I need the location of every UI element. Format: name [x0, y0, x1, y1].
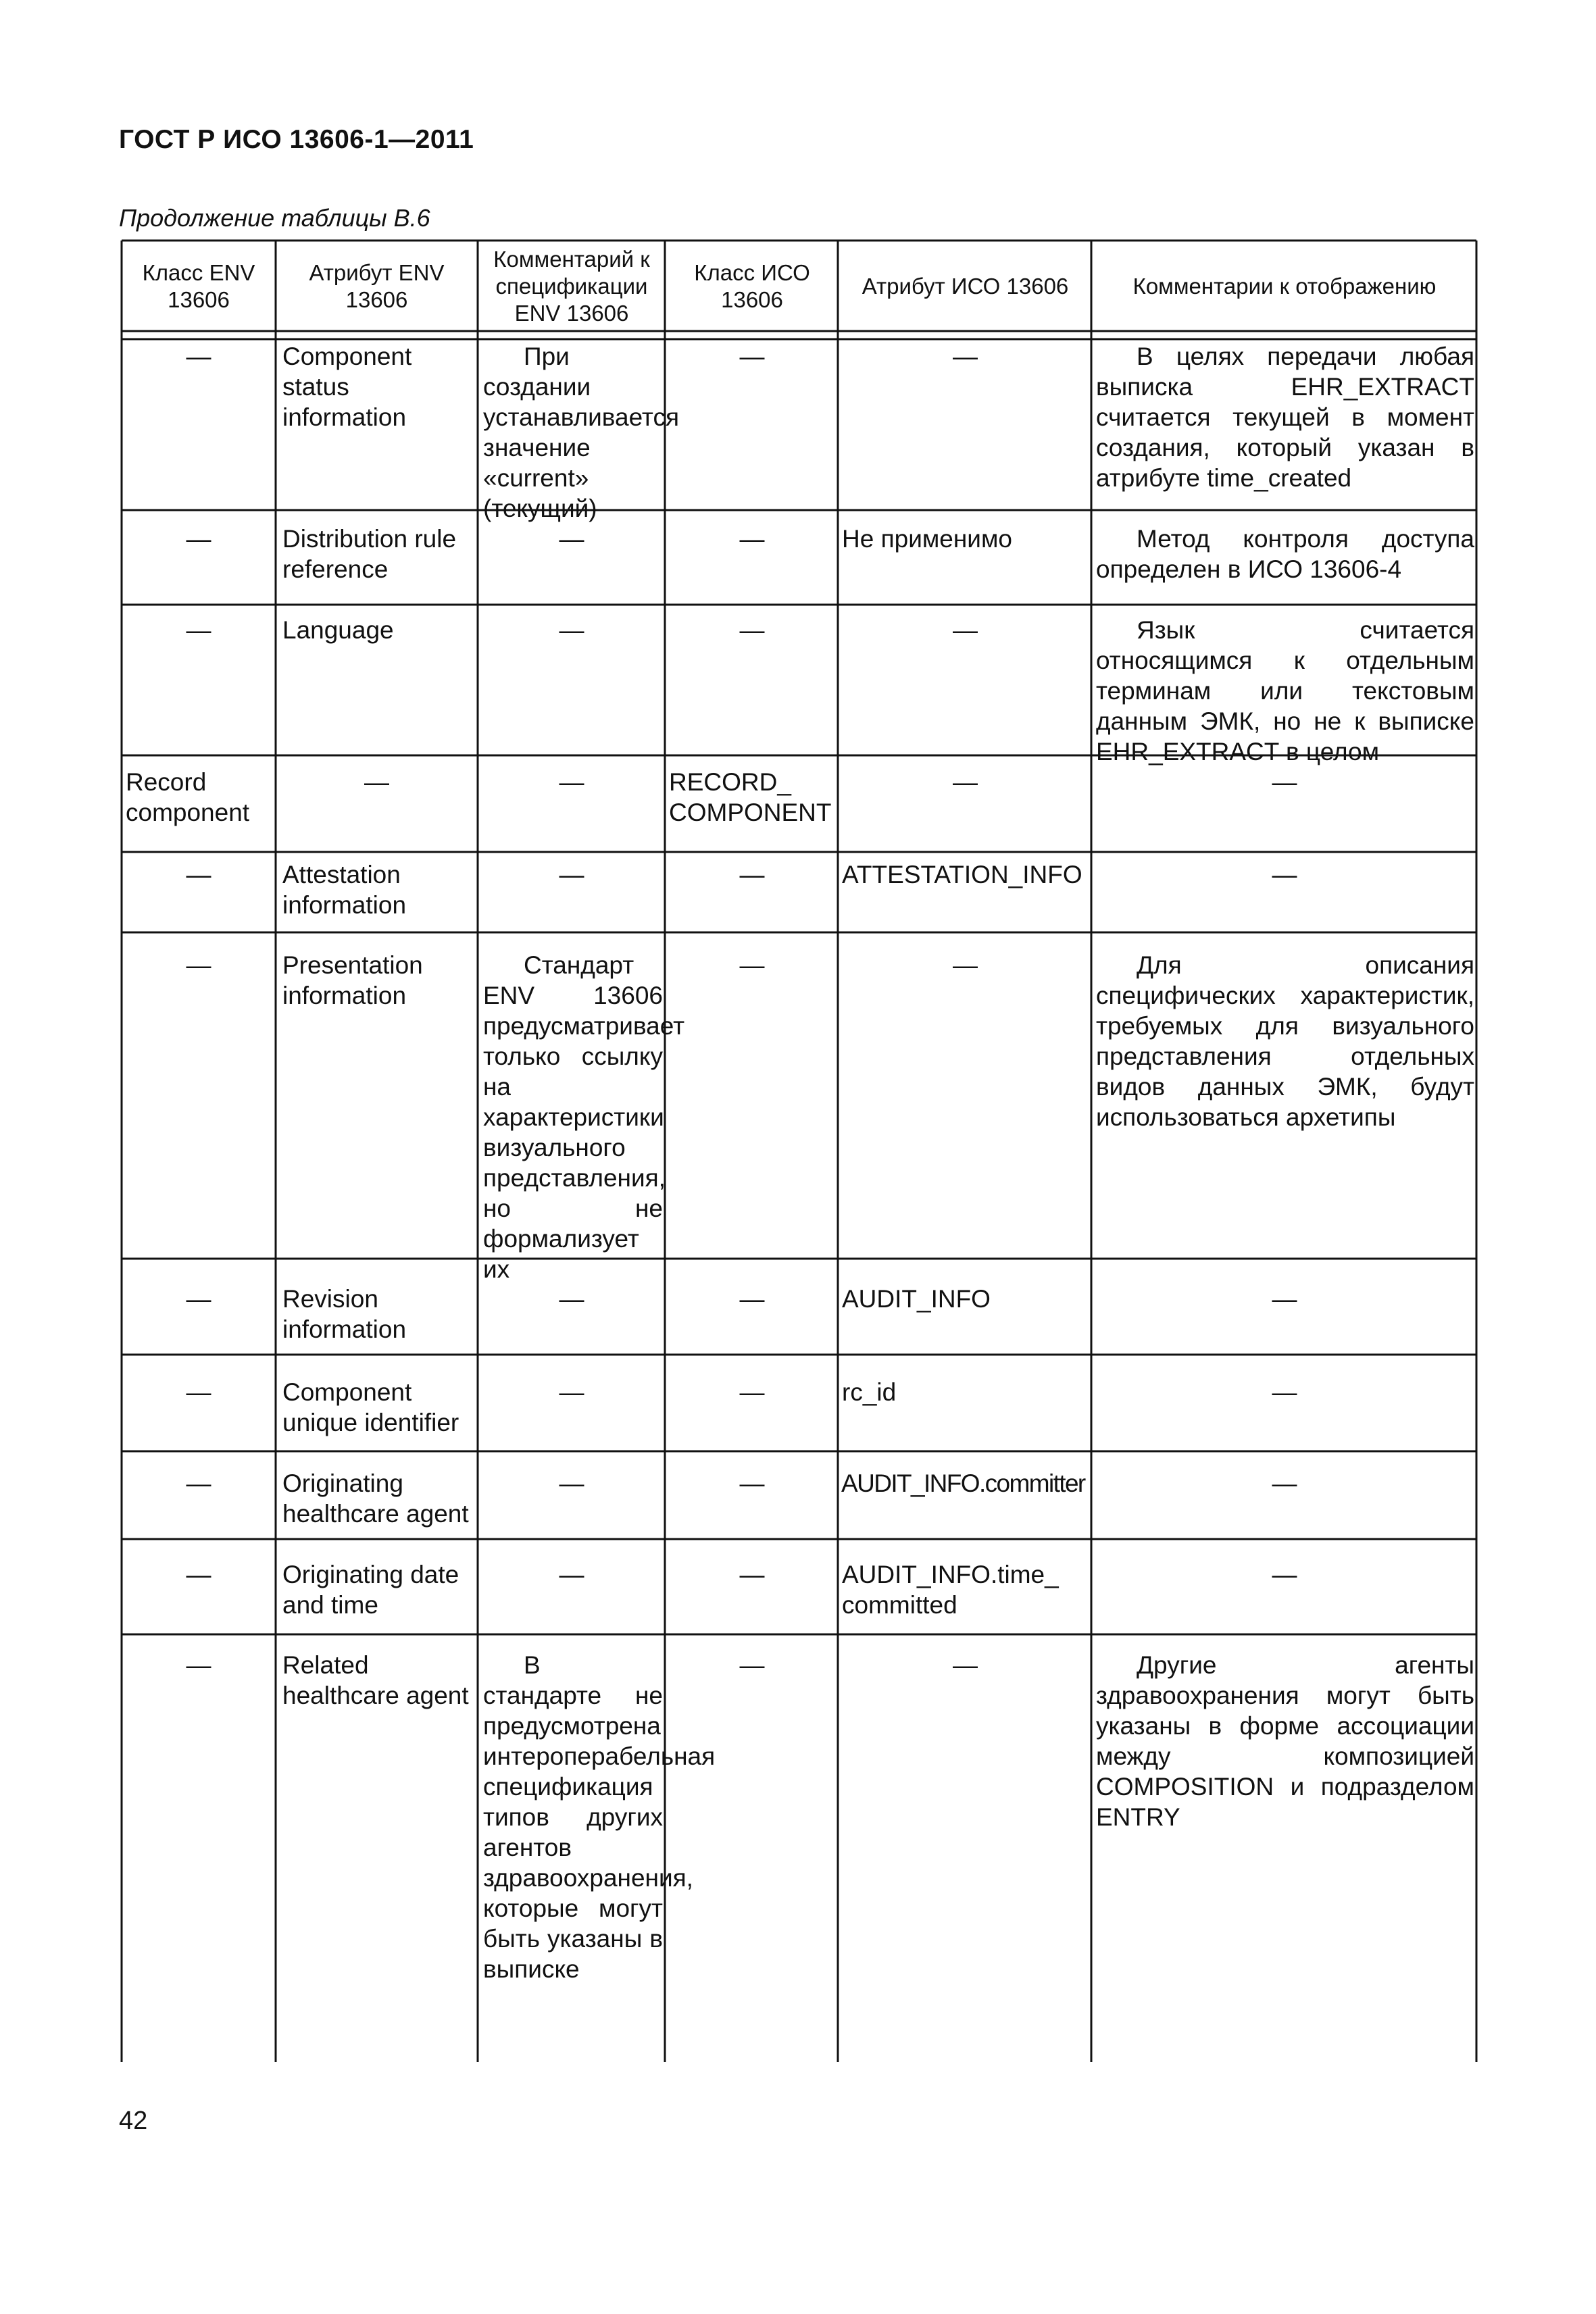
header-iso-attribute: Атрибут ИСО 13606	[862, 274, 1069, 299]
table-cell: —	[186, 343, 211, 370]
table-cell: В стандарте не предусмотрена интероперабельная спецификация типов других агентов здравоохранения, которые могут быть указаны в выписке	[483, 1651, 716, 1983]
table-cell: —	[559, 1378, 584, 1406]
table-cell: Originating date and time	[282, 1561, 459, 1619]
table-cell: —	[186, 1285, 211, 1313]
table-cell: —	[559, 1285, 584, 1313]
table-cell: Язык считается относящимся к отдельным терминам или текстовым данным ЭМК, но не к выписке EHR_EXTRACT в целом	[1096, 616, 1474, 765]
table-cell: —	[186, 525, 211, 553]
table-cell: Для описания специфических характеристик, требуемых для визуального представления отдельных видов данных ЭМК, будут использоваться архетипы	[1096, 951, 1474, 1131]
table-cell: —	[739, 1285, 765, 1313]
table-caption: Продолжение таблицы В.6	[119, 204, 430, 232]
table-cell: Другие агенты здравоохранения могут быть указаны в форме ассоциации между композицией COMPOSITION и подразделом ENTRY	[1096, 1651, 1474, 1831]
table-cell: —	[1272, 1285, 1297, 1313]
table-cell: —	[186, 951, 211, 979]
table-cell: —	[953, 616, 978, 644]
table-cell: —	[364, 768, 389, 796]
table-cell: Attestation information	[282, 861, 407, 919]
table-cell: —	[739, 1561, 765, 1588]
table-cell: Presentation information	[282, 951, 423, 1009]
table-cell: Related healthcare agent	[282, 1651, 469, 1709]
table-cell: —	[186, 1651, 211, 1679]
table-cell: —	[186, 861, 211, 888]
table-cell: ATTESTATION_INFO	[842, 861, 1082, 888]
header-mapping-comments: Комментарии к отображению	[1132, 274, 1437, 299]
table-cell: В целях передачи любая выписка EHR_EXTRACT считается текущей в момент создания, который указан в атрибуте time_created	[1096, 343, 1474, 492]
table-cell: —	[559, 616, 584, 644]
table-cell: —	[1272, 1378, 1297, 1406]
header-env-class: Класс ENV 13606	[142, 260, 255, 312]
table-cell: Не применимо	[842, 525, 1012, 553]
table-cell: Language	[282, 616, 394, 644]
table-cell: Стандарт ENV 13606 предусматривает только ссылку на характеристики визуального представления, но не формализует их	[483, 951, 685, 1283]
table-cell: —	[186, 1561, 211, 1588]
table-cell: —	[739, 343, 765, 370]
table-cell: —	[559, 525, 584, 553]
table-cell: —	[739, 861, 765, 888]
table-cell: Record component	[126, 768, 250, 826]
table-cell: Component unique identifier	[282, 1378, 459, 1436]
table-cell: —	[559, 1469, 584, 1497]
table-cell: —	[1272, 1561, 1297, 1588]
table-cell: —	[186, 616, 211, 644]
table-cell: При создании устанавливается значение «current» (текущий)	[483, 343, 680, 522]
table-cell: Distribution rule reference	[282, 525, 457, 583]
table-cell: —	[739, 1651, 765, 1679]
table-cell: —	[953, 951, 978, 979]
table-cell: —	[559, 861, 584, 888]
table-cell: —	[559, 1561, 584, 1588]
table-cell: —	[1272, 768, 1297, 796]
table-cell: —	[739, 616, 765, 644]
table-cell: —	[953, 1651, 978, 1679]
table-cell: Метод контроля доступа определен в ИСО 13606-4	[1096, 525, 1474, 583]
table-cell: RECORD_ COMPONENT	[669, 768, 832, 826]
header-env-attribute: Атрибут ENV 13606	[309, 260, 445, 312]
table-cell: AUDIT_INFO	[842, 1285, 991, 1313]
table-cell: rc_id	[842, 1378, 897, 1406]
table-cell: AUDIT_INFO.committer	[841, 1469, 1085, 1497]
table-cell: Originating healthcare agent	[282, 1469, 469, 1528]
header-env-comment: Комментарий к спецификации ENV 13606	[493, 247, 650, 326]
table-cell: AUDIT_INFO.time_ committed	[842, 1561, 1059, 1619]
document-title: ГОСТ Р ИСО 13606-1—2011	[119, 125, 474, 154]
table-cell: —	[739, 1469, 765, 1497]
table-cell: —	[186, 1469, 211, 1497]
table-cell: —	[559, 768, 584, 796]
table-cell: —	[739, 525, 765, 553]
table-cell: —	[186, 1378, 211, 1406]
table-cell: —	[1272, 861, 1297, 888]
header-iso-class: Класс ИСО 13606	[694, 260, 810, 312]
table-cell: —	[1272, 1469, 1297, 1497]
table-cell: Revision information	[282, 1285, 407, 1343]
table-cell: —	[739, 1378, 765, 1406]
table-cell: —	[739, 951, 765, 979]
table-cell: Component status information	[282, 343, 412, 431]
page-number: 42	[119, 2107, 148, 2135]
table-cell: —	[953, 343, 978, 370]
table-cell: —	[953, 768, 978, 796]
